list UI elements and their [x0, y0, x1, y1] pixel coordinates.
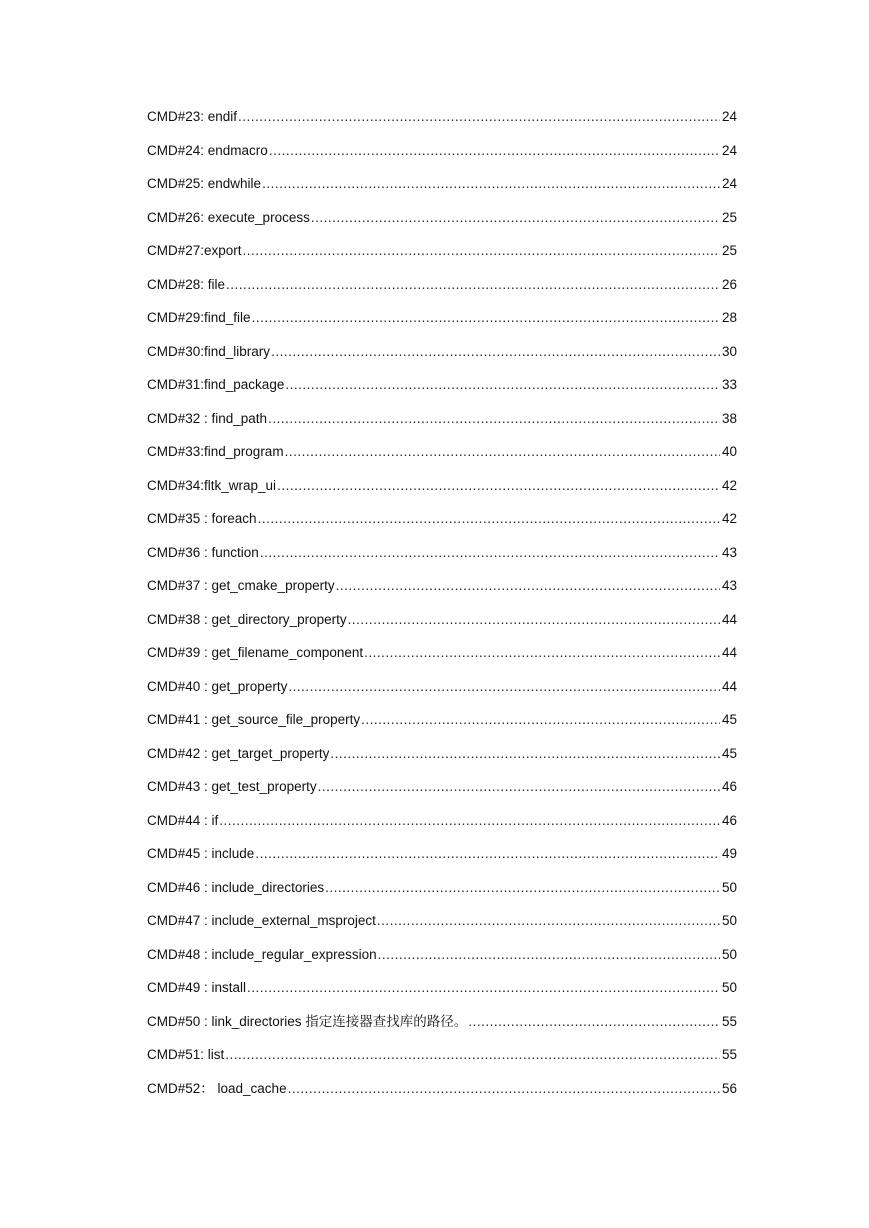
dot-leader: [271, 341, 720, 363]
toc-entry-title: CMD#23: endif: [147, 109, 238, 124]
toc-entry-page-number: 43: [721, 578, 737, 593]
toc-entry[interactable]: [147, 542, 737, 576]
toc-entry[interactable]: [147, 810, 737, 844]
toc-entry-title: CMD#28: file: [147, 276, 226, 292]
toc-entry-page-number: 43: [721, 544, 737, 560]
toc-entry-page-number: 24: [721, 109, 737, 124]
toc-entry[interactable]: [147, 1011, 737, 1045]
toc-entry-title: CMD#33:find_program: [147, 444, 284, 459]
dot-leader: [285, 441, 720, 463]
toc-entry[interactable]: [147, 1044, 737, 1078]
toc-entry-title: CMD#48 : include_regular_expression: [147, 946, 377, 962]
toc-entry-page-number: 44: [721, 678, 737, 694]
toc-entry-page-number: 55: [721, 1047, 737, 1062]
toc-entry-page-number: 46: [721, 779, 737, 794]
toc-entry-title: CMD#36 : function: [147, 544, 259, 560]
toc-entry-page-number: 55: [721, 1013, 737, 1029]
toc-entry-title: CMD#25: endwhile: [147, 176, 262, 191]
toc-entry[interactable]: [147, 575, 737, 609]
toc-entry[interactable]: [147, 944, 737, 978]
toc-entry[interactable]: [147, 910, 737, 944]
dot-leader: [325, 877, 720, 899]
toc-entry-title: CMD#39 : get_filename_component: [147, 645, 364, 660]
toc-entry-title: CMD#32 : find_path: [147, 410, 268, 426]
toc-entry-title: CMD#50 : link_directories 指定连接器查找库的路径。: [147, 1013, 468, 1029]
toc-entry[interactable]: [147, 207, 737, 241]
toc-entry-title: CMD#35 : foreach: [147, 511, 257, 526]
dot-leader: [262, 173, 720, 195]
toc-entry-page-number: 44: [721, 611, 737, 627]
toc-entry[interactable]: [147, 977, 737, 1011]
toc-entry-title: CMD#51: list: [147, 1047, 225, 1062]
toc-entry[interactable]: [147, 374, 737, 408]
dot-leader: [288, 676, 720, 698]
dot-leader: [318, 776, 720, 798]
dot-leader: [258, 508, 720, 530]
toc-entry[interactable]: [147, 877, 737, 911]
dot-leader: [361, 709, 720, 731]
toc-entry-page-number: 42: [721, 511, 737, 526]
dot-leader: [243, 240, 720, 262]
toc-entry-title: CMD#42 : get_target_property: [147, 745, 330, 761]
toc-entry[interactable]: [147, 1078, 737, 1112]
toc-entry-title: CMD#49 : install: [147, 980, 247, 995]
toc-entry[interactable]: [147, 609, 737, 643]
toc-entry[interactable]: [147, 441, 737, 475]
toc-entry-title: CMD#46 : include_directories: [147, 879, 325, 895]
dot-leader: [269, 140, 720, 162]
toc-entry-page-number: 50: [721, 946, 737, 962]
dot-leader: [238, 106, 720, 128]
toc-entry[interactable]: [147, 743, 737, 777]
dot-leader: [225, 1044, 720, 1066]
toc-entry-page-number: 38: [721, 410, 737, 426]
dot-leader: [252, 307, 720, 329]
toc-entry-page-number: 45: [721, 745, 737, 761]
toc-entry-page-number: 40: [721, 444, 737, 459]
toc-entry-title: CMD#45 : include: [147, 846, 255, 861]
toc-entry-title: CMD#37 : get_cmake_property: [147, 578, 335, 593]
toc-entry-page-number: 50: [721, 913, 737, 928]
toc-entry-page-number: 25: [721, 243, 737, 258]
dot-leader: [468, 1011, 720, 1033]
toc-entry-title: CMD#47 : include_external_msproject: [147, 913, 376, 928]
dot-leader: [348, 609, 720, 631]
dot-leader: [288, 1078, 720, 1100]
table-of-contents: [147, 106, 737, 1111]
toc-entry-page-number: 33: [721, 377, 737, 392]
toc-entry-page-number: 49: [721, 846, 737, 861]
dot-leader: [336, 575, 720, 597]
dot-leader: [330, 743, 720, 765]
toc-entry-title: CMD#40 : get_property: [147, 678, 288, 694]
dot-leader: [268, 408, 720, 430]
toc-entry-page-number: 56: [721, 1080, 737, 1096]
toc-entry[interactable]: [147, 341, 737, 375]
toc-entry[interactable]: [147, 475, 737, 509]
toc-entry-page-number: 24: [721, 142, 737, 158]
toc-entry[interactable]: [147, 508, 737, 542]
toc-entry[interactable]: [147, 642, 737, 676]
dot-leader: [226, 274, 720, 296]
toc-entry[interactable]: [147, 173, 737, 207]
dot-leader: [378, 944, 720, 966]
toc-entry[interactable]: [147, 776, 737, 810]
toc-entry[interactable]: [147, 307, 737, 341]
dot-leader: [364, 642, 720, 664]
toc-entry[interactable]: [147, 676, 737, 710]
toc-entry-page-number: 50: [721, 879, 737, 895]
toc-entry-title: CMD#30:find_library: [147, 343, 271, 359]
toc-entry[interactable]: [147, 843, 737, 877]
dot-leader: [260, 542, 720, 564]
toc-entry-page-number: 44: [721, 645, 737, 660]
toc-entry[interactable]: [147, 106, 737, 140]
toc-entry-title: CMD#43 : get_test_property: [147, 779, 317, 794]
toc-entry-title: CMD#38 : get_directory_property: [147, 611, 347, 627]
toc-entry[interactable]: [147, 408, 737, 442]
dot-leader: [285, 374, 720, 396]
toc-entry[interactable]: [147, 240, 737, 274]
toc-entry-page-number: 25: [721, 209, 737, 225]
dot-leader: [255, 843, 720, 865]
toc-entry-title: CMD#52： load_cache: [147, 1080, 287, 1096]
toc-entry-title: CMD#44 : if: [147, 812, 219, 828]
toc-entry-page-number: 45: [721, 712, 737, 727]
toc-entry-title: CMD#26: execute_process: [147, 209, 310, 225]
toc-entry-page-number: 50: [721, 980, 737, 995]
toc-entry-page-number: 24: [721, 176, 737, 191]
toc-entry-page-number: 42: [721, 477, 737, 493]
dot-leader: [247, 977, 720, 999]
toc-entry-title: CMD#31:find_package: [147, 377, 285, 392]
toc-entry[interactable]: [147, 709, 737, 743]
toc-entry-page-number: 46: [721, 812, 737, 828]
toc-entry-page-number: 28: [721, 310, 737, 325]
toc-entry[interactable]: [147, 140, 737, 174]
toc-entry-title: CMD#34:fltk_wrap_ui: [147, 477, 277, 493]
toc-entry[interactable]: [147, 274, 737, 308]
toc-entry-title: CMD#24: endmacro: [147, 142, 268, 158]
toc-entry-page-number: 26: [721, 276, 737, 292]
dot-leader: [219, 810, 720, 832]
dot-leader: [311, 207, 720, 229]
toc-entry-title: CMD#29:find_file: [147, 310, 251, 325]
dot-leader: [277, 475, 720, 497]
dot-leader: [377, 910, 720, 932]
toc-entry-title: CMD#41 : get_source_file_property: [147, 712, 361, 727]
toc-entry-page-number: 30: [721, 343, 737, 359]
toc-entry-title: CMD#27:export: [147, 243, 242, 258]
